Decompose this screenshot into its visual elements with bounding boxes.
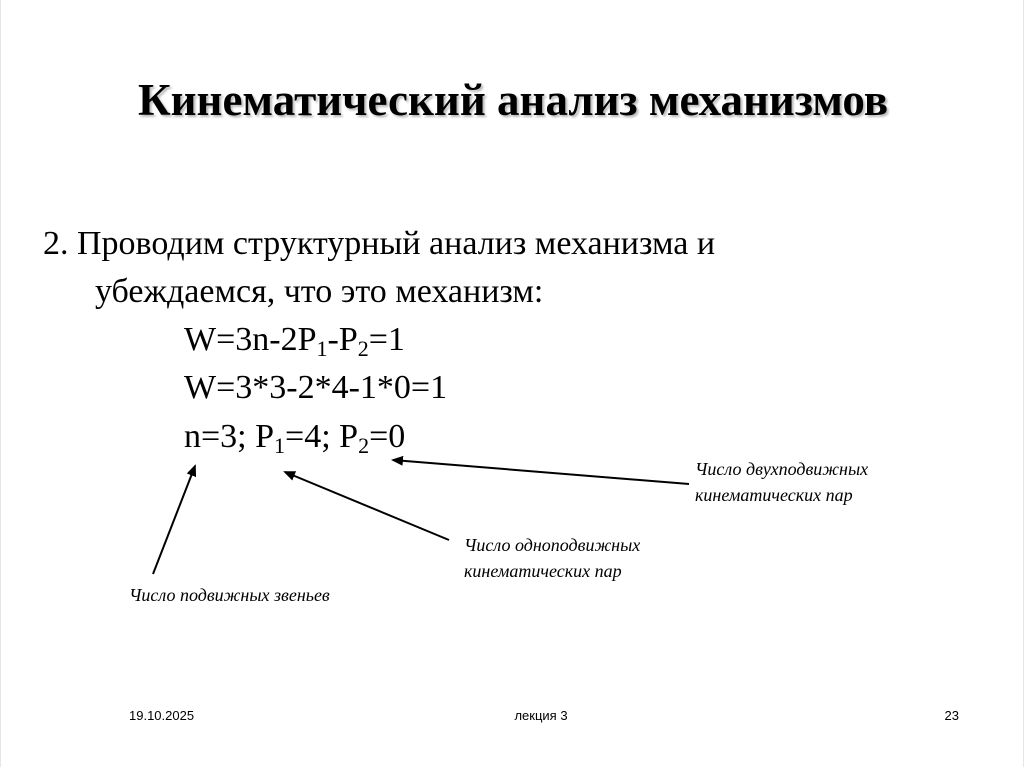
step-line-2: убеждаемся, что это механизм: [95, 273, 544, 310]
formula-values: n=3; $P_1=4$; $P_2=0$ [184, 418, 406, 458]
slide-title: Кинематический анализ механизмов [137, 75, 889, 125]
note-one-dof-pairs: Число одноподвижных кинематических пар [464, 535, 641, 581]
formula-calculation: W=3*3-2*4-1*0=1 [184, 369, 448, 406]
note-two-dof-pairs: Число двухподвижных кинематических пар [695, 459, 869, 505]
step-number: 2. [43, 225, 69, 262]
footer-date: 19.10.2025 [129, 708, 195, 723]
formula-mobility: $W=3n-2P_1-P_2=1$ [184, 321, 405, 361]
arrow-one-dof [285, 472, 449, 540]
footer-page-number: 23 [944, 708, 959, 723]
arrow-two-dof [393, 460, 689, 484]
footer-lecture: лекция 3 [514, 708, 568, 723]
arrow-links [153, 466, 195, 574]
step-text-1: Проводим структурный анализ механизма и [77, 225, 716, 262]
annotation-arrows [1, 0, 1024, 767]
note-moving-links: Число подвижных звеньев [129, 585, 330, 605]
